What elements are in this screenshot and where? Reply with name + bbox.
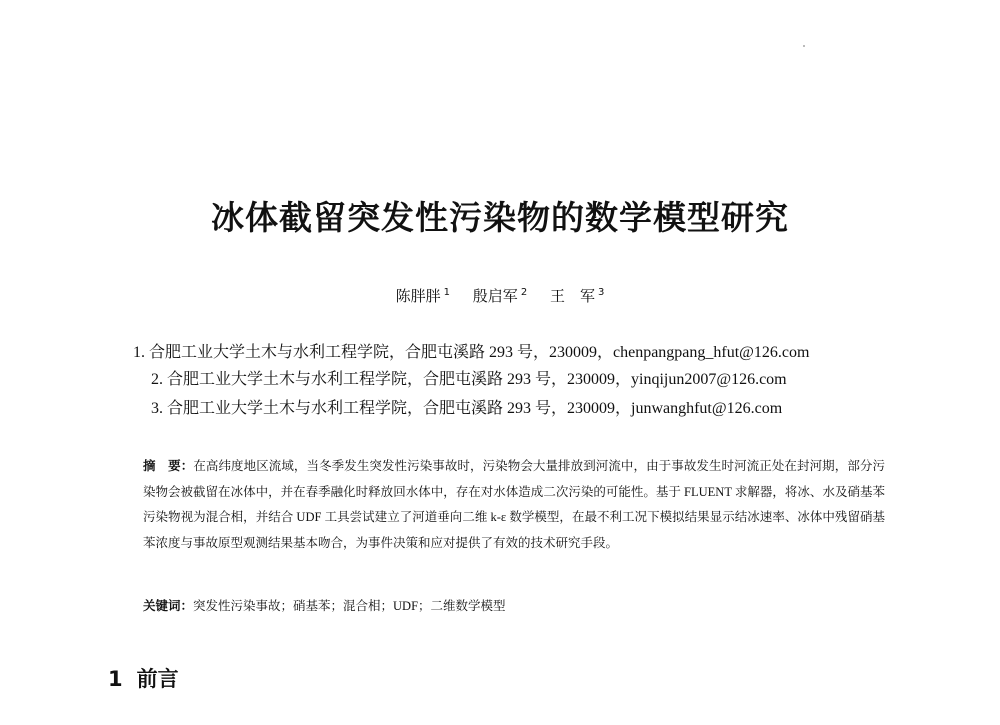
- author-list: [0, 285, 1000, 306]
- affiliation-3: 3. 合肥工业大学土木与水利工程学院，合肥屯溪路 293 号，230009，junwanghfut@126.com: [151, 400, 783, 417]
- author-3: [550, 287, 604, 305]
- keywords: [143, 596, 885, 614]
- author-affiliation-mark: 2: [520, 287, 528, 298]
- affiliation-2: 2. 合肥工业大学土木与水利工程学院，合肥屯溪路 293 号，230009，yinqijun2007@126.com: [151, 371, 787, 388]
- keywords-label: 关键词：: [143, 598, 194, 613]
- abstract: [143, 453, 885, 556]
- scan-speck: [803, 45, 805, 47]
- section-number: 1: [108, 667, 123, 691]
- affiliation-1: 1. 合肥工业大学土木与水利工程学院，合肥屯溪路 293 号，230009，chenpangpang_hfut@126.com: [133, 344, 810, 361]
- author-name: 陈胖胖: [395, 287, 441, 305]
- author-name: 王 军: [549, 287, 595, 305]
- author-name: 殷启军: [472, 287, 518, 305]
- author-affiliation-mark: 1: [443, 287, 451, 298]
- abstract-label: 摘 要：: [143, 458, 194, 473]
- section-title: 前言: [136, 667, 179, 691]
- author-1: [396, 287, 450, 305]
- author-2: [473, 287, 527, 305]
- keywords-text: 突发性污染事故；硝基苯；混合相；UDF；二维数学模型: [193, 599, 506, 613]
- section-heading: [108, 663, 179, 693]
- paper-title: 冰体截留突发性污染物的数学模型研究: [211, 198, 789, 237]
- abstract-text: 在高纬度地区流域，当冬季发生突发性污染事故时，污染物会大量排放到河流中，由于事故发生时河流正处在封河期，部分污染物会被截留在冰体中，并在春季融化时释放回水体中，存在对水体造成二次污染的可能性。基于 FLUENT 求解器，将冰、水及硝基苯污染物视为混合相，并结合 UDF 工具尝试建立了河道垂向二维 k-ε 数学模型，在最不利工况下模拟结果显示结冰速率、冰体中残留硝基苯浓度与事故原型观测结果基本吻合，为事件决策和应对提供了有效的技术研究手段。: [143, 459, 885, 550]
- author-affiliation-mark: 3: [597, 287, 605, 298]
